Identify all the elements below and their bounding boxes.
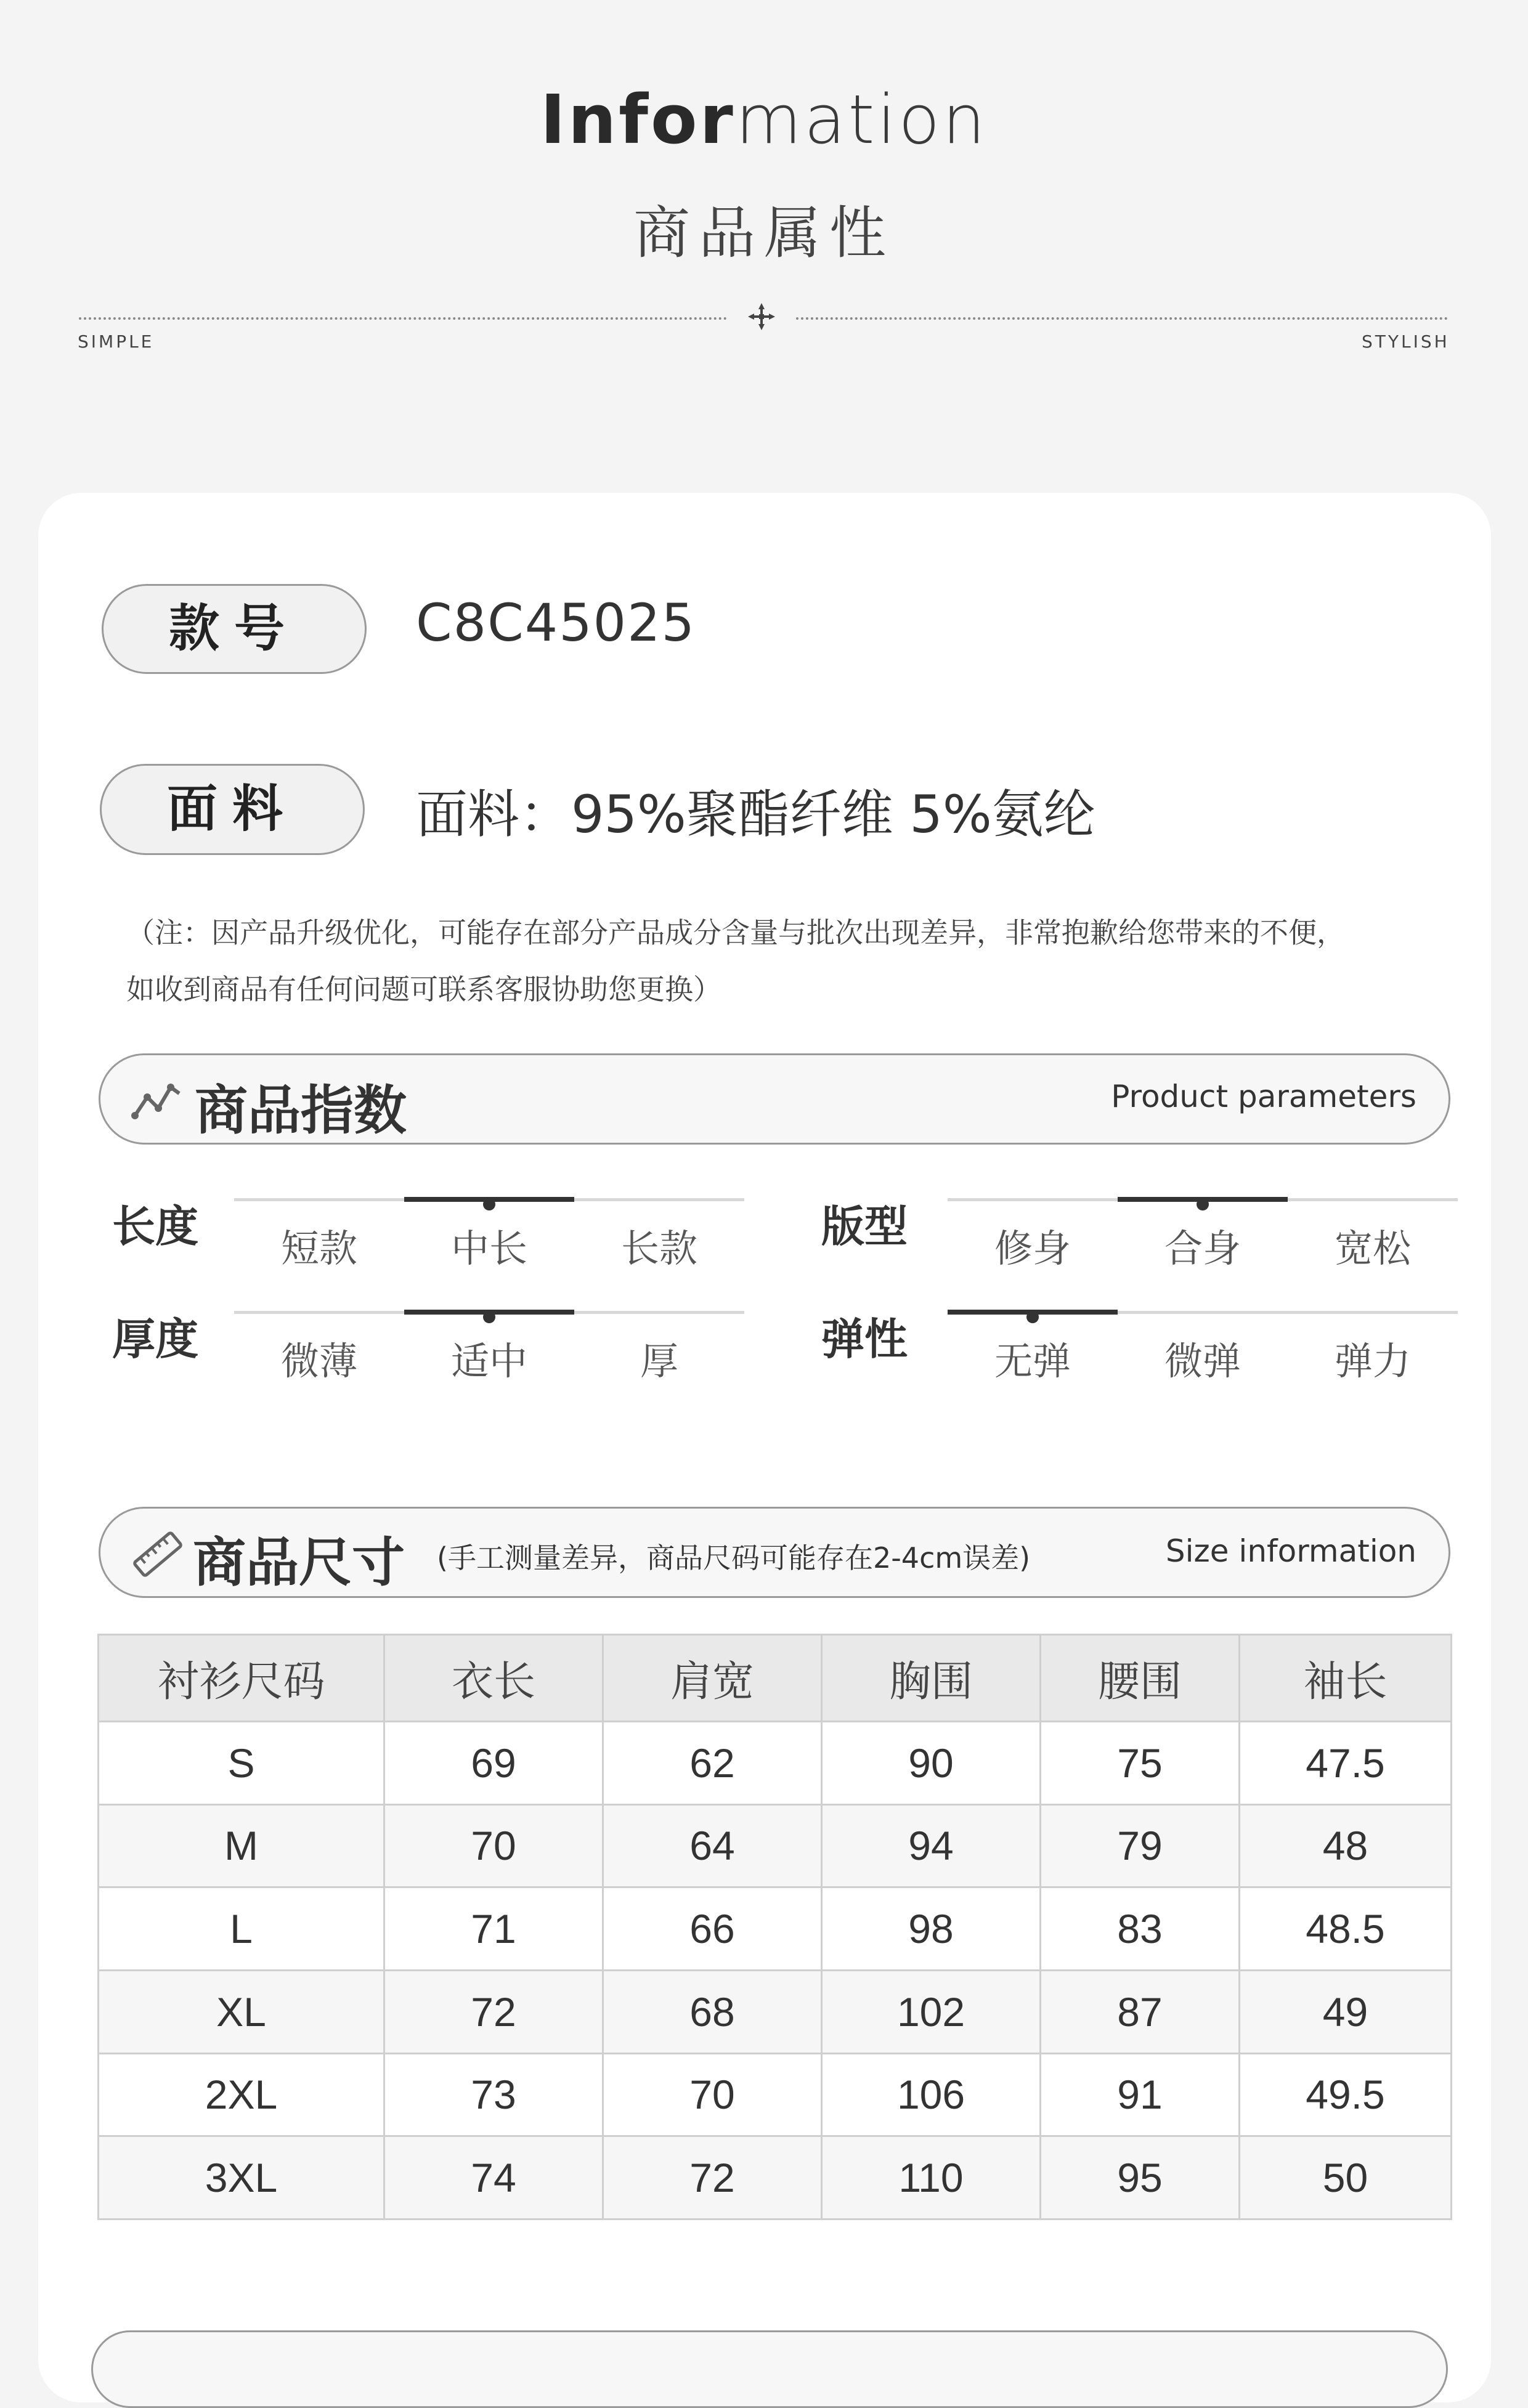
size-table-header-row <box>99 1635 1452 1722</box>
ruler-icon <box>130 1531 185 1578</box>
size-table-cell: 62 <box>603 1722 822 1805</box>
param-option-fit-0: 修身 <box>994 1226 1071 1271</box>
size-subtitle-en: Size information <box>1165 1533 1416 1569</box>
size-table-column-header: 肩宽 <box>603 1635 822 1722</box>
size-table-size-cell: S <box>99 1722 384 1805</box>
params-title: 商品指数 <box>195 1080 407 1141</box>
param-option-length-0: 短款 <box>280 1226 357 1271</box>
page-title-en <box>0 80 1528 159</box>
size-table-cell: 74 <box>384 2136 603 2219</box>
page-title-cn: 商品属性 <box>633 200 895 266</box>
size-table-cell: 83 <box>1041 1887 1240 1971</box>
divider-right <box>796 317 1448 320</box>
size-table <box>97 1634 1452 2220</box>
fabric-note-line2: 如收到商品有任何问题可联系客服协助您更换） <box>126 973 721 1006</box>
param-option-thickness-1: 适中 <box>450 1339 527 1384</box>
size-table-cell: 69 <box>384 1722 603 1805</box>
param-label-fit: 版型 <box>821 1201 908 1252</box>
param-option-length-1: 中长 <box>450 1226 527 1271</box>
size-note: (手工测量差异，商品尺码可能存在2-4cm误差) <box>437 1541 1031 1575</box>
divider-left <box>79 317 727 320</box>
size-table-cell: 70 <box>603 2053 822 2136</box>
size-table-cell: 91 <box>1041 2053 1240 2136</box>
size-table-cell: 49 <box>1240 1970 1452 2053</box>
param-option-length-2: 长款 <box>620 1226 697 1271</box>
param-selected-dot-elasticity <box>1026 1311 1039 1323</box>
title-light: mation <box>735 80 988 159</box>
size-table-column-header: 衬衫尺码 <box>99 1635 384 1722</box>
size-table-cell: 68 <box>603 1970 822 2053</box>
param-label-length: 长度 <box>112 1201 198 1252</box>
size-table-cell: 79 <box>1041 1804 1240 1887</box>
param-selected-dot-length <box>483 1198 495 1210</box>
size-table-size-cell: 3XL <box>99 2136 384 2219</box>
size-table-size-cell: XL <box>99 1970 384 2053</box>
size-table-row <box>99 2136 1452 2219</box>
size-table-cell: 94 <box>822 1804 1041 1887</box>
size-table-cell: 98 <box>822 1887 1041 1971</box>
size-table-column-header: 衣长 <box>384 1635 603 1722</box>
size-table-cell: 73 <box>384 2053 603 2136</box>
param-option-fit-1: 合身 <box>1164 1226 1241 1271</box>
corner-text-left: SIMPLE <box>78 331 155 352</box>
size-table-size-cell: 2XL <box>99 2053 384 2136</box>
size-section-header <box>99 1507 1450 1598</box>
style-no-value: C8C45025 <box>416 593 696 653</box>
param-label-elasticity: 弹性 <box>821 1314 908 1364</box>
size-table-size-cell: M <box>99 1804 384 1887</box>
style-no-label: 款号 <box>168 599 299 658</box>
param-option-fit-2: 宽松 <box>1334 1226 1411 1271</box>
param-option-elasticity-2: 弹力 <box>1334 1339 1411 1384</box>
size-table-row <box>99 1804 1452 1887</box>
size-table-cell: 102 <box>822 1970 1041 2053</box>
size-table-size-cell: L <box>99 1887 384 1971</box>
size-table-column-header: 袖长 <box>1240 1635 1452 1722</box>
param-option-thickness-2: 厚 <box>640 1339 678 1384</box>
corner-text-right: STYLISH <box>1362 331 1450 352</box>
size-table-row <box>99 1970 1452 2053</box>
params-section-header <box>99 1053 1450 1145</box>
compass-ornament-icon <box>746 301 778 333</box>
params-subtitle-en: Product parameters <box>1111 1079 1416 1114</box>
size-table-cell: 75 <box>1041 1722 1240 1805</box>
size-table-cell: 50 <box>1240 2136 1452 2219</box>
next-section-header <box>91 2330 1448 2408</box>
size-table-cell: 87 <box>1041 1970 1240 2053</box>
param-option-elasticity-0: 无弹 <box>994 1339 1071 1384</box>
size-table-row <box>99 1722 1452 1805</box>
title-bold: Infor <box>540 80 736 159</box>
size-table-cell: 106 <box>822 2053 1041 2136</box>
param-selected-dot-fit <box>1197 1198 1209 1210</box>
fabric-label-pill <box>100 764 365 855</box>
size-table-column-header: 胸围 <box>822 1635 1041 1722</box>
size-table-column-header: 腰围 <box>1041 1635 1240 1722</box>
size-table-cell: 72 <box>384 1970 603 2053</box>
size-table-cell: 49.5 <box>1240 2053 1452 2136</box>
size-table-cell: 95 <box>1041 2136 1240 2219</box>
size-table-cell: 47.5 <box>1240 1722 1452 1805</box>
size-table-cell: 64 <box>603 1804 822 1887</box>
size-table-row <box>99 1887 1452 1971</box>
style-no-label-pill <box>102 584 367 674</box>
size-table-cell: 70 <box>384 1804 603 1887</box>
size-table-cell: 48 <box>1240 1804 1452 1887</box>
fabric-value: 面料：95%聚酯纤维 5%氨纶 <box>416 784 1095 845</box>
size-table-cell: 90 <box>822 1722 1041 1805</box>
size-title: 商品尺寸 <box>193 1532 405 1594</box>
trend-line-icon <box>130 1080 185 1123</box>
size-table-cell: 66 <box>603 1887 822 1971</box>
size-table-cell: 71 <box>384 1887 603 1971</box>
size-table-row <box>99 2053 1452 2136</box>
param-option-elasticity-1: 微弹 <box>1164 1339 1241 1384</box>
size-table-cell: 48.5 <box>1240 1887 1452 1971</box>
param-label-thickness: 厚度 <box>112 1314 198 1364</box>
fabric-label: 面料 <box>166 780 298 838</box>
size-table-cell: 110 <box>822 2136 1041 2219</box>
fabric-note-line1: （注：因产品升级优化，可能存在部分产品成分含量与批次出现差异，非常抱歉给您带来的不便， <box>126 916 1345 949</box>
size-table-cell: 72 <box>603 2136 822 2219</box>
param-option-thickness-0: 微薄 <box>280 1339 357 1384</box>
param-selected-dot-thickness <box>483 1311 495 1323</box>
